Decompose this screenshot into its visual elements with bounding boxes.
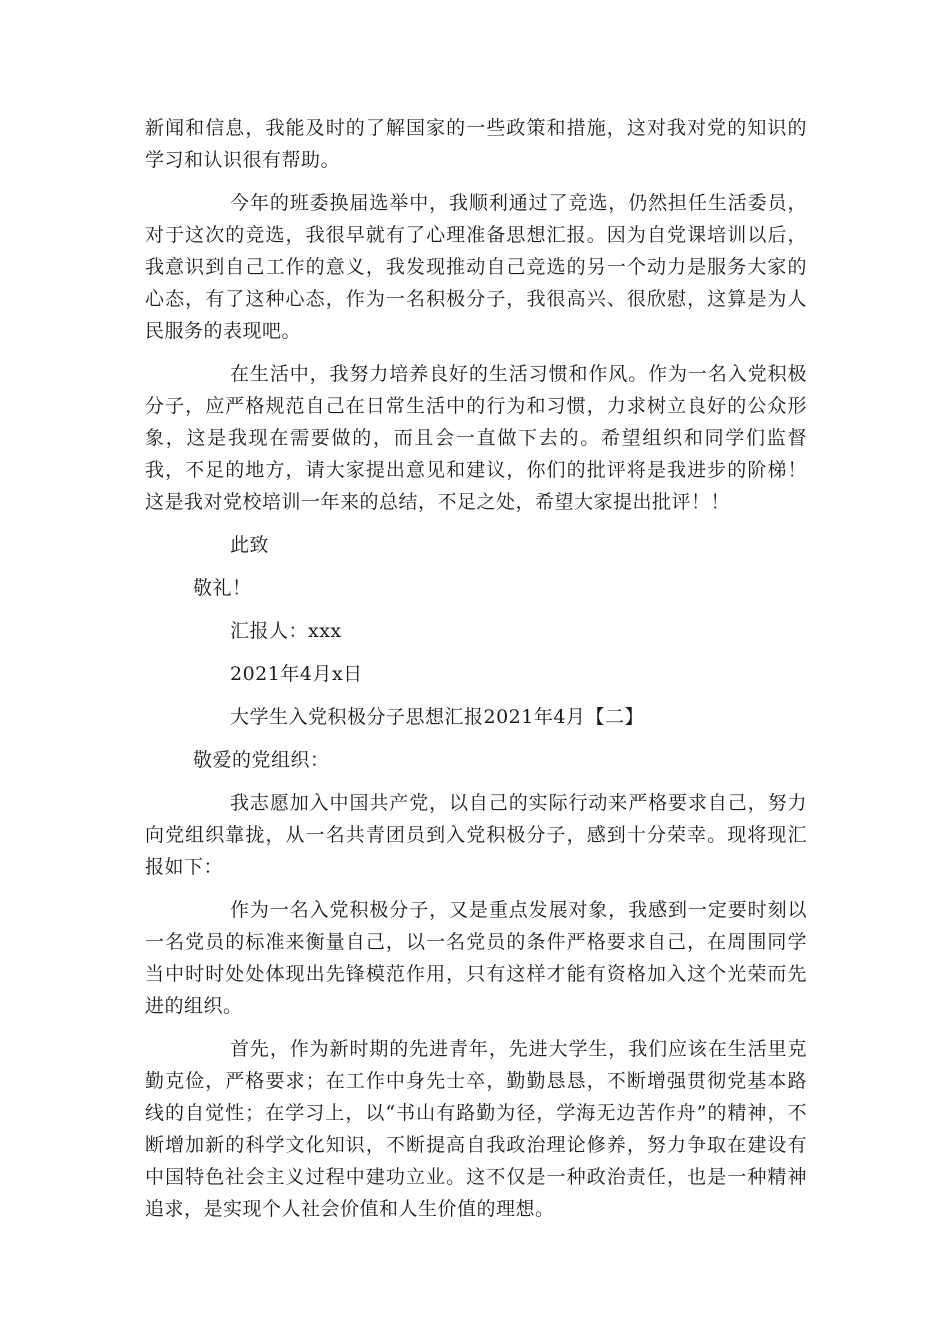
section-title-part-two: 大学生入党积极分子思想汇报2021年4月【二】 bbox=[230, 706, 644, 728]
paragraph-class-election: 今年的班委换届选举中，我顺利通过了竞选，仍然担任生活委员，对于这次的竞选，我很早就有了心理准备思想汇报。因为自党课培训以后，我意识到自己工作的意义，我发现推动自己竞选的另一个动力是服务大家的心态，有了这种心态，作为一名积极分子，我很高兴、很欣慰，这算是为人民服务的表现吧。 bbox=[145, 192, 807, 342]
paragraph-first-point: 首先，作为新时期的先进青年，先进大学生，我们应该在生活里克勤克俭，严格要求；在工作中身先士卒，勤勤恳恳，不断增强贯彻党基本路线的自觉性；在学习上，以“书山有路勤为径，学海无边苦作舟”的精神，不断增加新的科学文化知识，不断提高自我政治理论修养，努力争取在建设有中国特色社会主义过程中建功立业。这不仅是一种政治责任，也是一种精神追求，是实现个人社会价值和人生价值的理想。 bbox=[145, 1038, 807, 1220]
paragraph-daily-life: 在生活中，我努力培养良好的生活习惯和作风。作为一名入党积极分子，应严格规范自己在日常生活中的行为和习惯，力求树立良好的公众形象，这是我现在需要做的，而且会一直做下去的。希望组织和同学们监督我，不足的地方，请大家提出意见和建议，你们的批评将是我进步的阶梯！这是我对党校培训一年来的总结，不足之处，希望大家提出批评！！ bbox=[145, 363, 807, 513]
reporter-signature: 汇报人：xxx bbox=[230, 620, 342, 642]
closing-regards: 敬礼！ bbox=[193, 577, 252, 599]
paragraph-application-intent: 我志愿加入中国共产党，以自己的实际行动来严格要求自己，努力向党组织靠拢，从一名共青团员到入党积极分子，感到十分荣幸。现将现汇报如下： bbox=[145, 792, 807, 878]
paragraph-development-target: 作为一名入党积极分子，又是重点发展对象，我感到一定要时刻以一名党员的标准来衡量自己，以一名党员的条件严格要求自己，在周围同学当中时时处处体现出先锋模范作用，只有这样才能有资格加入这个光荣而先进的组织。 bbox=[145, 899, 807, 1017]
document-page bbox=[145, 112, 807, 1225]
greeting-party-organization: 敬爱的党组织： bbox=[193, 749, 330, 771]
paragraph-news-intro: 新闻和信息，我能及时的了解国家的一些政策和措施，这对我对党的知识的学习和认识很有帮助。 bbox=[145, 117, 807, 171]
report-date: 2021年4月x日 bbox=[230, 663, 363, 685]
closing-salutation: 此致 bbox=[230, 534, 270, 556]
